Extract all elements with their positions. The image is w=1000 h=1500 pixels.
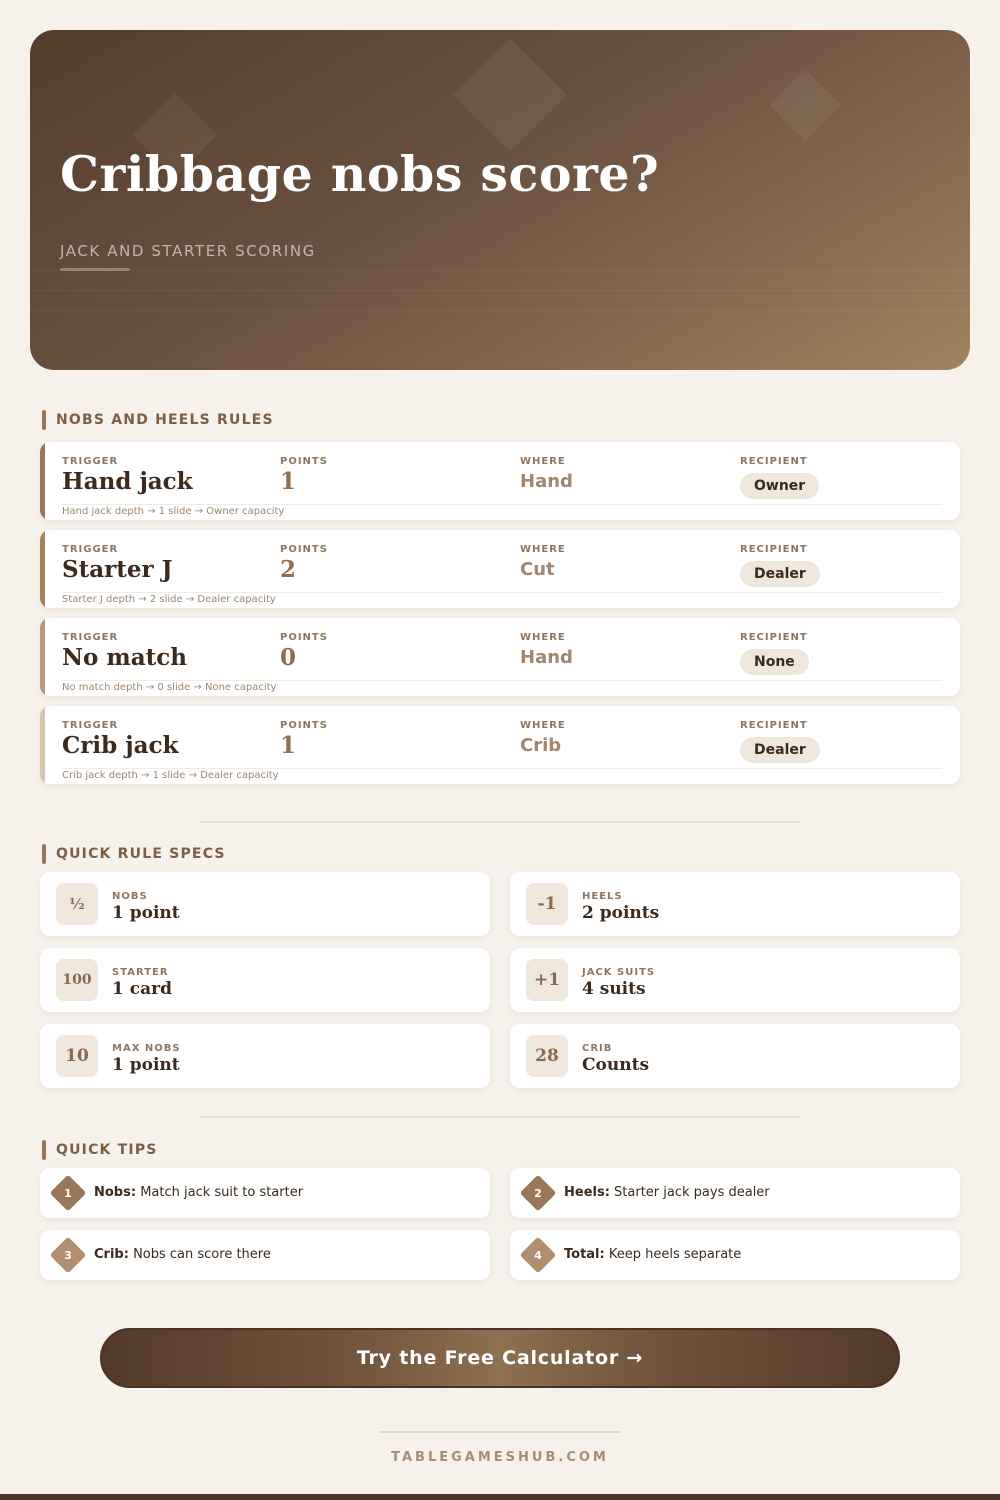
recipient-badge-label: RECIPIENT <box>740 456 808 467</box>
spec-icon: -1 <box>526 883 568 925</box>
specs-section-heading <box>42 844 226 864</box>
recipient-badge-value: Owner <box>740 473 819 499</box>
spec-icon: 28 <box>526 1035 568 1077</box>
tip-card <box>40 1230 490 1280</box>
section-title: NOBS AND HEELS RULES <box>56 412 274 428</box>
section-divider <box>200 821 800 823</box>
recipient-badge-value: Dealer <box>740 737 820 763</box>
heading-accent-bar <box>42 844 46 864</box>
tip-body: Match jack suit to starter <box>140 1185 304 1200</box>
where-column <box>520 544 566 580</box>
tip-card <box>510 1168 960 1218</box>
where-label: WHERE <box>520 632 566 643</box>
decorative-diamond <box>453 38 566 151</box>
where-column <box>520 456 573 492</box>
spec-card <box>510 948 960 1012</box>
spec-label: MAX NOBS <box>112 1043 181 1054</box>
trigger-column <box>62 632 187 671</box>
trigger-value: No match <box>62 644 187 671</box>
points-label: POINTS <box>280 720 328 731</box>
spec-icon: 10 <box>56 1035 98 1077</box>
section-title: QUICK TIPS <box>56 1142 158 1158</box>
tip-number: 4 <box>534 1248 542 1262</box>
points-column <box>280 544 328 583</box>
trigger-column <box>62 456 193 495</box>
row-accent-bar <box>40 442 45 520</box>
tip-text <box>94 1185 303 1200</box>
recipient-badge-label: RECIPIENT <box>740 544 808 555</box>
section-divider <box>200 1116 800 1118</box>
spec-label: CRIB <box>582 1043 613 1054</box>
points-column <box>280 456 328 495</box>
tip-title: Heels: <box>564 1185 610 1200</box>
trigger-label: TRIGGER <box>62 632 119 643</box>
recipient-badge-column <box>740 720 820 763</box>
tip-number: 1 <box>64 1186 72 1200</box>
row-accent-bar <box>40 706 45 784</box>
where-value: Crib <box>520 735 562 756</box>
where-value: Hand <box>520 471 573 492</box>
tip-number: 3 <box>64 1248 72 1262</box>
tip-card <box>40 1168 490 1218</box>
spec-icon: ½ <box>56 883 98 925</box>
tip-body: Nobs can score there <box>133 1247 271 1262</box>
points-value: 1 <box>280 468 297 495</box>
tip-text <box>564 1185 770 1200</box>
spec-value: 1 point <box>112 903 180 923</box>
tip-title: Crib: <box>94 1247 129 1262</box>
page-title: Cribbage nobs score? <box>60 145 660 203</box>
where-value: Cut <box>520 559 555 580</box>
trigger-label: TRIGGER <box>62 544 119 555</box>
where-column <box>520 632 573 668</box>
recipient-badge-column <box>740 544 820 587</box>
where-label: WHERE <box>520 544 566 555</box>
footer-divider <box>380 1431 620 1433</box>
tip-title: Nobs: <box>94 1185 137 1200</box>
row-divider <box>62 768 942 769</box>
row-note: Crib jack depth → 1 slide → Dealer capacity <box>62 770 279 781</box>
points-column <box>280 720 328 759</box>
rule-row <box>40 530 960 608</box>
trigger-label: TRIGGER <box>62 456 119 467</box>
recipient-badge-column <box>740 632 809 675</box>
recipient-badge-value: Dealer <box>740 561 820 587</box>
spec-icon: 100 <box>56 959 98 1001</box>
row-divider <box>62 592 942 593</box>
tip-text <box>564 1247 741 1262</box>
spec-card <box>40 1024 490 1088</box>
tip-body: Keep heels separate <box>608 1247 742 1262</box>
decorative-line <box>30 310 970 311</box>
row-accent-bar <box>40 530 45 608</box>
spec-card <box>40 872 490 936</box>
row-divider <box>62 504 942 505</box>
spec-card <box>40 948 490 1012</box>
points-column <box>280 632 328 671</box>
points-label: POINTS <box>280 456 328 467</box>
tip-number: 2 <box>534 1186 542 1200</box>
tip-body: Starter jack pays dealer <box>614 1185 770 1200</box>
row-note: No match depth → 0 slide → None capacity <box>62 682 277 693</box>
trigger-value: Crib jack <box>62 732 179 759</box>
points-label: POINTS <box>280 544 328 555</box>
where-label: WHERE <box>520 456 566 467</box>
rules-section-heading <box>42 410 274 430</box>
rule-row <box>40 442 960 520</box>
recipient-badge-value: None <box>740 649 809 675</box>
trigger-column <box>62 544 173 583</box>
decorative-line <box>30 270 970 271</box>
row-note: Hand jack depth → 1 slide → Owner capacity <box>62 506 285 517</box>
spec-value: 2 points <box>582 903 660 923</box>
recipient-badge-label: RECIPIENT <box>740 632 808 643</box>
spec-label: STARTER <box>112 967 169 978</box>
spec-label: JACK SUITS <box>582 967 656 978</box>
decorative-line <box>30 290 970 291</box>
decorative-diamond <box>770 70 841 141</box>
spec-value: 1 card <box>112 979 172 999</box>
trigger-value: Hand jack <box>62 468 193 495</box>
spec-icon: +1 <box>526 959 568 1001</box>
tip-text <box>94 1247 271 1262</box>
rule-row <box>40 618 960 696</box>
free-calculator-button[interactable]: Try the Free Calculator → <box>100 1328 900 1388</box>
recipient-badge-label: RECIPIENT <box>740 720 808 731</box>
row-note: Starter J depth → 2 slide → Dealer capacity <box>62 594 276 605</box>
subtitle-underline <box>60 268 130 271</box>
spec-label: HEELS <box>582 891 623 902</box>
tips-section-heading <box>42 1140 158 1160</box>
row-divider <box>62 680 942 681</box>
rule-row <box>40 706 960 784</box>
page-subtitle: JACK AND STARTER SCORING <box>60 242 316 260</box>
spec-card <box>510 872 960 936</box>
points-label: POINTS <box>280 632 328 643</box>
spec-value: Counts <box>582 1055 650 1075</box>
recipient-badge-column <box>740 456 819 499</box>
spec-value: 4 suits <box>582 979 646 999</box>
trigger-label: TRIGGER <box>62 720 119 731</box>
hero-banner <box>30 30 970 370</box>
section-title: QUICK RULE SPECS <box>56 846 226 862</box>
trigger-column <box>62 720 178 759</box>
where-column <box>520 720 566 756</box>
points-value: 1 <box>280 732 297 759</box>
trigger-value: Starter J <box>62 556 173 583</box>
points-value: 0 <box>280 644 297 671</box>
row-accent-bar <box>40 618 45 696</box>
heading-accent-bar <box>42 410 46 430</box>
tip-card <box>510 1230 960 1280</box>
spec-value: 1 point <box>112 1055 180 1075</box>
where-value: Hand <box>520 647 573 668</box>
bottom-bar <box>0 1494 1000 1500</box>
spec-card <box>510 1024 960 1088</box>
points-value: 2 <box>280 556 297 583</box>
heading-accent-bar <box>42 1140 46 1160</box>
spec-label: NOBS <box>112 891 148 902</box>
where-label: WHERE <box>520 720 566 731</box>
footer-site-link[interactable]: TABLEGAMESHUB.COM <box>391 1450 609 1465</box>
tip-title: Total: <box>564 1247 605 1262</box>
